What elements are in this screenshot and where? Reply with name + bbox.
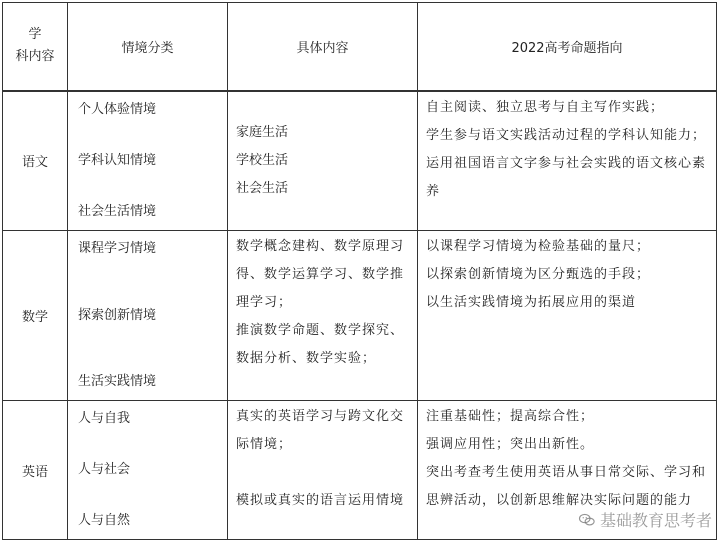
watermark <box>578 508 712 531</box>
header-context-category: 情境分类 <box>68 3 228 91</box>
content-item: 模拟或真实的语言运用情境 <box>236 493 405 508</box>
content-item: 真实的英语学习与跨文化交际情境； <box>236 409 405 452</box>
wechat-icon <box>578 511 596 529</box>
content-cell <box>228 401 418 540</box>
content-cell <box>228 231 418 401</box>
watermark-text: 基础教育思考者 <box>599 511 712 530</box>
header-subject <box>3 3 68 91</box>
context-item: 人与社会 <box>78 462 131 477</box>
context-item: 探索创新情境 <box>78 307 157 323</box>
context-cell <box>68 231 228 401</box>
subject-cell: 语文 <box>3 91 68 231</box>
context-item: 个人体验情境 <box>78 101 157 117</box>
header-exam-direction: 2022高考命题指向 <box>418 3 717 91</box>
direction-item: 学生参与语文实践活动过程的学科认知能力； <box>426 127 707 143</box>
context-item: 人与自然 <box>78 513 131 528</box>
direction-item: 以课程学习情境为检验基础的量尺； <box>426 239 651 254</box>
direction-cell <box>418 231 717 401</box>
header-subject-line1: 学 <box>28 27 42 43</box>
gaokao-context-table <box>2 2 717 540</box>
direction-item: 注重基础性；提高综合性； <box>426 409 595 424</box>
content-item: 数学概念建构、数学原理习得、数学运算学习、数学推理学习； <box>236 239 405 310</box>
context-cell <box>68 401 228 540</box>
content-item: 家庭生活 <box>236 124 289 140</box>
subject-cell: 英语 <box>3 401 68 540</box>
direction-item: 突出考查考生使用英语从事日常交际、学习和思辨活动，以创新思维解决实际问题的能力 <box>426 465 707 508</box>
context-item: 课程学习情境 <box>78 241 157 256</box>
direction-cell <box>418 91 717 231</box>
context-item: 学科认知情境 <box>78 152 157 168</box>
context-item: 社会生活情境 <box>78 204 157 219</box>
context-item: 人与自我 <box>78 411 131 426</box>
direction-item: 以探索创新情境为区分甄选的手段； <box>426 267 651 282</box>
direction-item: 强调应用性；突出出新性。 <box>426 437 595 452</box>
content-item: 学校生活 <box>236 152 289 168</box>
content-item: 推演数学命题、数学探究、数据分析、数学实验； <box>236 323 405 366</box>
header-specific-content: 具体内容 <box>228 3 418 91</box>
header-subject-line2: 科内容 <box>15 49 55 65</box>
direction-item: 运用祖国语言文字参与社会实践的语文核心素养 <box>426 155 707 199</box>
content-cell <box>228 91 418 231</box>
context-item: 生活实践情境 <box>78 374 157 389</box>
direction-item: 自主阅读、独立思考与自主写作实践； <box>426 99 665 115</box>
table-row <box>3 91 717 231</box>
table-header-row <box>3 3 717 91</box>
table-row <box>3 231 717 401</box>
context-cell <box>68 91 228 231</box>
direction-item: 以生活实践情境为拓展应用的渠道 <box>426 295 637 310</box>
subject-cell: 数学 <box>3 231 68 401</box>
content-item: 社会生活 <box>236 180 289 196</box>
